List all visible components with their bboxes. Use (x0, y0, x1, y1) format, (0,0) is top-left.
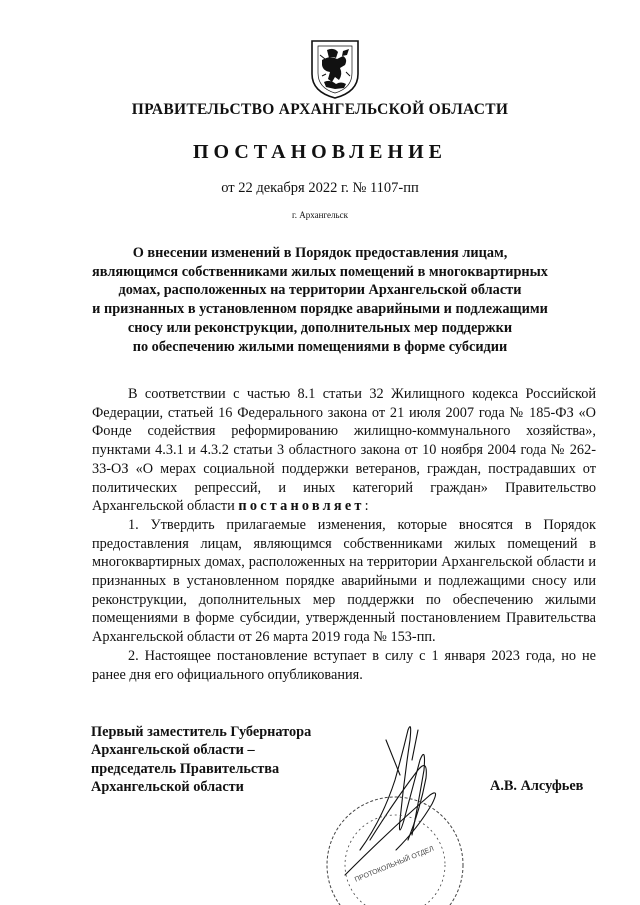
government-title: ПРАВИТЕЛЬСТВО АРХАНГЕЛЬСКОЙ ОБЛАСТИ (131, 101, 509, 118)
subject-line: по обеспечению жилыми помещениями в форме субсидии (132, 338, 508, 355)
subject-line: сносу или реконструкции, дополнительных мер поддержки (127, 319, 513, 336)
document-subject (70, 244, 570, 356)
preamble-paragraph (92, 385, 596, 516)
signer-position-line: Архангельской области (91, 779, 244, 796)
decree-colon: : (364, 498, 369, 515)
document-city: г. Архангельск (292, 210, 348, 220)
item-1-paragraph: 1. Утвердить прилагаемые изменения, которые вносятся в Порядок предоставления лицам, являющимся собственниками жилых помещений в многоквартирных домах, расположенных на территории Архангельской области и признанных в установленном порядке аварийными и подлежащими сносу или реконструкции, дополнительных мер поддержки по обеспечению жилыми помещениями в форме субсидии, утвержденный постановлением Правительства Архангельской области от 26 марта 2019 года № 153-пп. (92, 516, 596, 646)
subject-line: домах, расположенных на территории Архангельской области (118, 282, 522, 299)
document-date-number: от 22 декабря 2022 г. № 1107-пп (221, 180, 419, 196)
document-body (92, 385, 596, 684)
preamble-text: В соответствии с частью 8.1 статьи 32 Жилищного кодекса Российской Федерации, статьей 16 Федерального закона от 21 июля 2007 года № 185-ФЗ «О Фонде содействия реформированию жилищно-коммунального хозяйства», пунктами 4.3.1 и 4.3.2 статьи 3 областного закона от 10 ноября 2004 года № 262-33-ОЗ «О мерах социальной поддержки ветеранов, граждан, пострадавших от политических репрессий, и иных категорий граждан» Правительство Архангельской области (92, 386, 596, 515)
stamp-text: ПРОТОКОЛЬНЫЙ ОТДЕЛ (353, 845, 436, 884)
coat-of-arms-icon (310, 38, 360, 100)
official-stamp (327, 797, 463, 905)
signature-and-stamp (300, 700, 500, 905)
decree-word: постановляет (238, 498, 365, 515)
item-2-paragraph: 2. Настоящее постановление вступает в силу с 1 января 2023 года, но не ранее дня его официального опубликования. (92, 647, 596, 683)
signer-name: А.В. Алсуфьев (490, 778, 584, 794)
signer-position-line: председатель Правительства (91, 760, 280, 777)
signer-position (91, 723, 311, 797)
signer-position-line: Архангельской области – (91, 742, 255, 759)
signer-position-line: Первый заместитель Губернатора (91, 724, 312, 740)
subject-line: и признанных в установленном порядке аварийными и подлежащими (92, 301, 548, 318)
subject-line: являющимся собственниками жилых помещений в многоквартирных (92, 263, 548, 280)
subject-line: О внесении изменений в Порядок предоставления лицам, (132, 245, 508, 261)
document-type: ПОСТАНОВЛЕНИЕ (193, 141, 447, 163)
